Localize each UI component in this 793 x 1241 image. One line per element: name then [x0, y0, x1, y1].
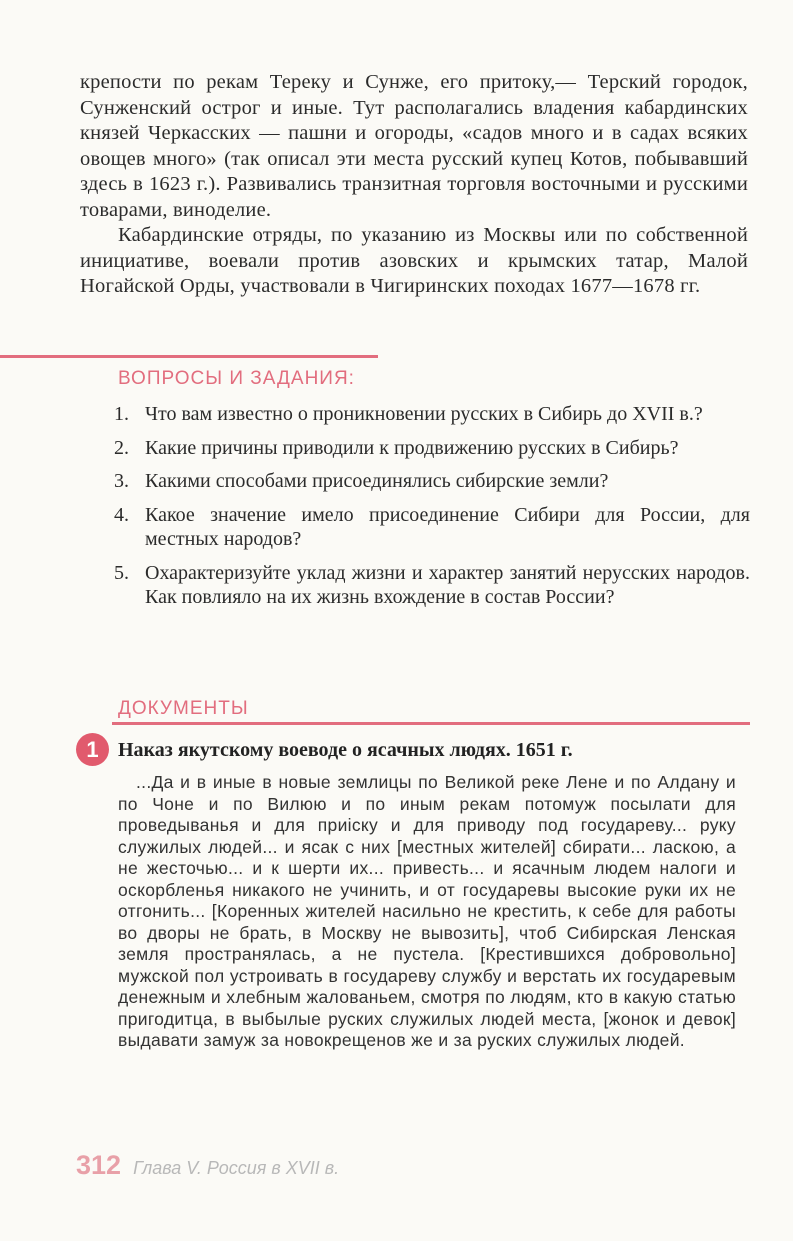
questions-divider: [0, 355, 378, 358]
intro-paragraph-2: Кабардинские отряды, по указанию из Москвы или по собственной инициативе, воевали против азовских и крымских татар, Малой Ногайской Орды, участвовали в Чигиринских походах 1677—1678 гг.: [80, 224, 748, 297]
question-number: 2.: [114, 436, 129, 459]
questions-list: [114, 402, 750, 619]
question-text: Какие причины приводили к продвижению русских в Сибирь?: [145, 436, 679, 459]
intro-text: [80, 70, 748, 300]
question-item: [114, 561, 750, 610]
question-number: 1.: [114, 403, 129, 425]
question-item: [114, 402, 750, 427]
question-item: [114, 436, 750, 461]
question-number: 5.: [114, 561, 129, 584]
documents-heading: ДОКУМЕНТЫ: [118, 698, 249, 719]
documents-divider: [112, 722, 750, 725]
question-item: [114, 469, 750, 494]
question-text: Охарактеризуйте уклад жизни и характер занятий нерусских народов. Как повлияло на их жизнь вхождение в состав России?: [145, 561, 750, 608]
document-number-badge: 1: [76, 733, 109, 766]
intro-paragraph-1: крепости по рекам Тереку и Сунже, его притоку,— Терский городок, Сунженский острог и иные. Тут располагались владения кабардинских князей Черкасских — пашни и огороды, «садов много и в садах всяких овощев много» (так описал эти места русский купец Котов, побывавший здесь в 1623 г.). Развивались транзитная торговля восточными и русскими товарами, виноделие.: [80, 71, 748, 221]
question-number: 4.: [114, 503, 129, 526]
questions-heading: ВОПРОСЫ И ЗАДАНИЯ:: [118, 368, 355, 389]
page-footer: [76, 1150, 339, 1181]
document-title: Наказ якутскому воеводе о ясачных людях. 1651 г.: [118, 739, 573, 761]
document-text: ...Да и в иные в новые землицы по Великой реке Лене и по Алдану и по Чоне и по Вилюю и по иным рекам потомуж посылати для проведыванья и для приіску и для приводу под государеву... руку служилых людей... и ясак с них [местных жителей] сбирати... ласкою, а не жесточью... и к шерти их... привесть... и ясачным людем налоги и оскорбленья никакого не учинить, и от государевы высокие руки их не отгонить... [Коренных жителей насильно не крестить, к себе для работы во дворы не брать, в Москву не вывозить], чтоб Сибирская Ленская земля пространялась, а не пустела. [Крестившихся добровольно] мужской пол устроивать в государеву службу и верстать их государевым денежным и хлебным жалованьем, смотря по людям, кто в какую статью пригодитца, в выбылые руских служилых людей места, [жонок и девок] выдавати замуж за новокрещенов же и за руских служилых людей.: [118, 772, 736, 1050]
question-text: Что вам известно о проникновении русских в Сибирь до XVII в.?: [145, 403, 703, 425]
question-item: [114, 503, 750, 552]
question-number: 3.: [114, 470, 129, 492]
question-text: Какое значение имело присоединение Сибири для России, для местных народов?: [145, 503, 750, 550]
running-header: Глава V. Россия в XVII в.: [133, 1158, 340, 1178]
question-text: Какими способами присоединялись сибирские земли?: [145, 470, 609, 492]
page-number: 312: [76, 1150, 122, 1180]
